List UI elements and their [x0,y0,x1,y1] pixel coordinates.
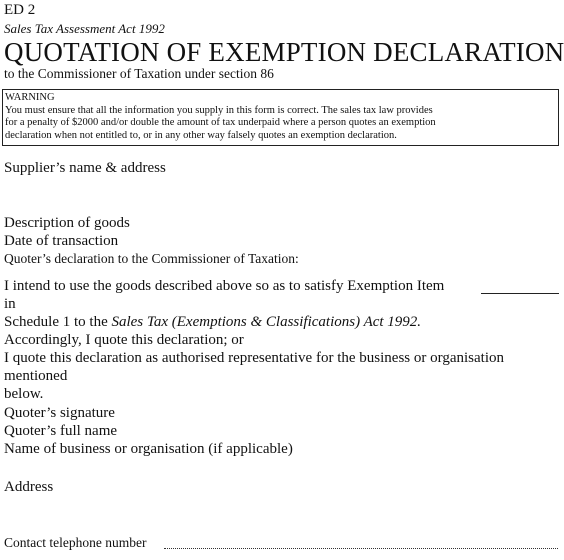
full-name-label: Quoter’s full name [4,423,118,439]
schedule-act: Sales Tax (Exemptions & Classifications) Act 1992. [111,314,422,330]
description-label: Description of goods [4,215,130,231]
signature-label: Quoter’s signature [4,405,115,421]
telephone-field[interactable] [164,548,558,549]
business-name-label: Name of business or organisation (if applicable) [4,441,293,457]
page-title: QUOTATION OF EXEMPTION DECLARATION [4,37,564,67]
schedule-statement [4,314,421,331]
warning-line: for a penalty of $2000 and/or double the amount of tax underpaid where a person quotes an exemption [5,117,436,128]
warning-box [2,89,559,146]
exemption-item-field[interactable] [481,293,559,294]
mentioned-text: mentioned [4,368,68,384]
date-label: Date of transaction [4,233,119,249]
below-text: below. [4,386,44,402]
quoter-declaration-heading: Quoter’s declaration to the Commissioner of Taxation: [4,251,299,266]
warning-line: declaration when not entitled to, or in any other way falsely quotes an exemption declaration. [5,129,397,141]
in-text: in [4,296,16,312]
act-name: Sales Tax Assessment Act 1992 [4,21,165,36]
warning-heading: WARNING [5,92,55,103]
accordingly-statement: Accordingly, I quote this declaration; or [4,332,244,348]
intend-statement: I intend to use the goods described above so as to satisfy Exemption Item [4,278,445,294]
page-subtitle: to the Commissioner of Taxation under section 86 [4,66,274,81]
authorised-statement: I quote this declaration as authorised representative for the business or organisation [4,350,504,366]
telephone-label: Contact telephone number [4,535,147,550]
supplier-label: Supplier’s name & address [4,160,166,176]
address-label: Address [4,479,54,495]
warning-line: You must ensure that all the information you supply in this form is correct. The sales tax law provides [5,104,433,116]
schedule-prefix: Schedule 1 to the [4,314,112,330]
form-code: ED 2 [4,2,36,18]
